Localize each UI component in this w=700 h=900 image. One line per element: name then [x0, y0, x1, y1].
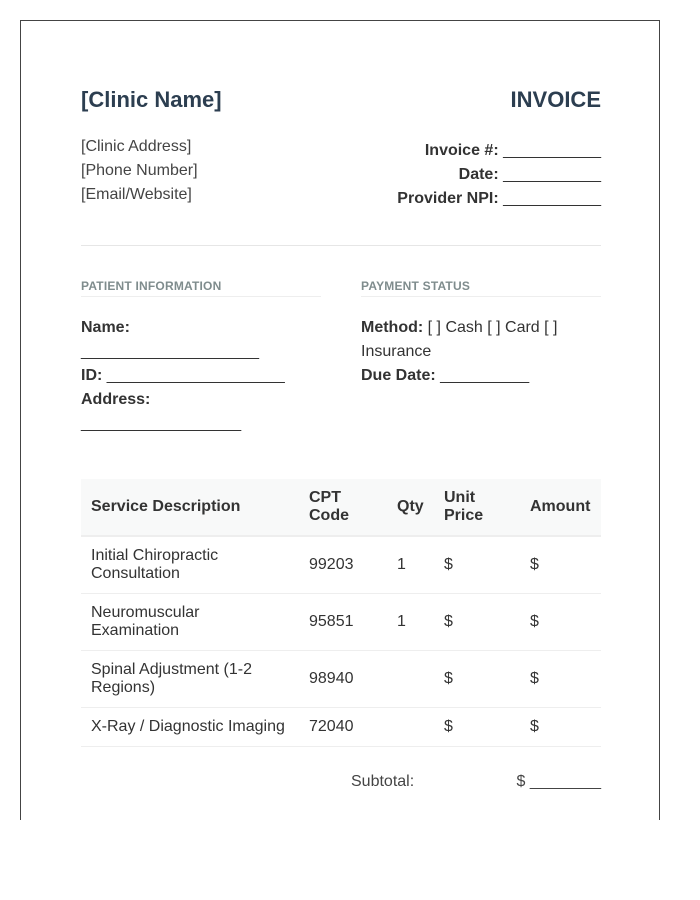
patient-name-value: ____________________ [81, 343, 259, 360]
service-description: Neuromuscular Examination [81, 594, 299, 651]
clinic-contact-block [81, 135, 198, 207]
table-header-row [81, 479, 601, 536]
payment-method-line [361, 316, 601, 364]
header-amount: Amount [520, 479, 601, 536]
qty: 1 [387, 594, 434, 651]
invoice-date-line [397, 163, 601, 187]
payment-status-title: PAYMENT STATUS [361, 279, 601, 297]
header-service-description: Service Description [81, 479, 299, 536]
unit-price: $ [434, 536, 520, 594]
payment-status-body [361, 316, 601, 388]
due-date-value: __________ [440, 367, 530, 384]
header-unit-price: Unit Price [434, 479, 520, 536]
clinic-name: [Clinic Name] [81, 87, 222, 112]
invoice-meta-block [397, 139, 601, 211]
patient-address-label: Address: [81, 391, 151, 408]
services-table [81, 479, 601, 747]
cpt-code: 72040 [299, 708, 387, 747]
patient-name-label: Name: [81, 319, 130, 336]
subtotal-value: $ ________ [516, 773, 601, 790]
unit-price: $ [434, 708, 520, 747]
clinic-address: [Clinic Address] [81, 138, 192, 155]
payment-method-label: Method: [361, 319, 424, 336]
patient-id-line [81, 364, 321, 388]
invoice-title: INVOICE [510, 87, 601, 112]
table-row [81, 594, 601, 651]
service-description: Initial Chiropractic Consultation [81, 536, 299, 594]
subtotal-label: Subtotal: [351, 773, 415, 790]
invoice-sheet [20, 20, 660, 820]
clinic-email-website: [Email/Website] [81, 186, 192, 203]
payment-method-options: [ ] Cash [ ] Card [ ] Insurance [361, 319, 558, 360]
qty [387, 708, 434, 747]
provider-npi-line [397, 187, 601, 211]
invoice-number-label: Invoice #: [424, 142, 499, 159]
unit-price: $ [434, 594, 520, 651]
qty: 1 [387, 536, 434, 594]
amount: $ [520, 594, 601, 651]
invoice-date-label: Date: [458, 166, 499, 183]
patient-information-title: PATIENT INFORMATION [81, 279, 321, 297]
invoice-number-line [397, 139, 601, 163]
amount: $ [520, 536, 601, 594]
service-description: X-Ray / Diagnostic Imaging [81, 708, 299, 747]
due-date-label: Due Date: [361, 367, 436, 384]
payment-status-section [361, 279, 601, 388]
provider-npi-value: ___________ [503, 190, 601, 207]
amount: $ [520, 651, 601, 708]
patient-name-line [81, 316, 321, 364]
header-cpt-code: CPT Code [299, 479, 387, 536]
header-divider [81, 245, 601, 246]
patient-address-line [81, 388, 321, 436]
invoice-number-value: ___________ [503, 142, 601, 159]
cpt-code: 98940 [299, 651, 387, 708]
invoice-date-value: ___________ [503, 166, 601, 183]
service-description: Spinal Adjustment (1-2 Regions) [81, 651, 299, 708]
amount: $ [520, 708, 601, 747]
patient-information-body [81, 316, 321, 436]
patient-information-section [81, 279, 321, 436]
patient-id-label: ID: [81, 367, 103, 384]
table-row [81, 536, 601, 594]
patient-address-value: __________________ [81, 415, 242, 432]
table-row [81, 651, 601, 708]
due-date-line [361, 364, 601, 388]
table-row [81, 708, 601, 747]
cpt-code: 99203 [299, 536, 387, 594]
header-qty: Qty [387, 479, 434, 536]
patient-id-value: ____________________ [106, 367, 285, 384]
cpt-code: 95851 [299, 594, 387, 651]
unit-price: $ [434, 651, 520, 708]
clinic-phone: [Phone Number] [81, 162, 198, 179]
provider-npi-label: Provider NPI: [397, 190, 499, 207]
qty [387, 651, 434, 708]
